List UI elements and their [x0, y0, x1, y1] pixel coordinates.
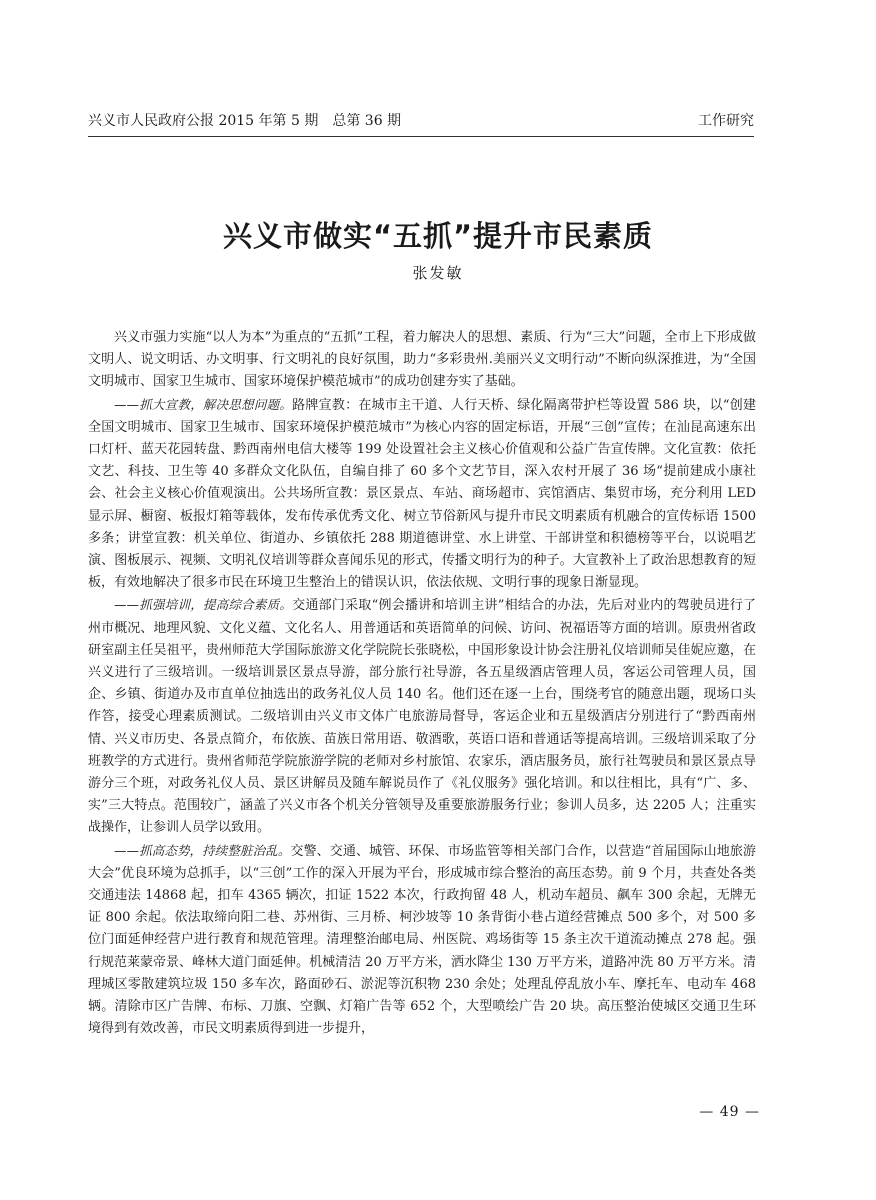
paragraph-lead: ——抓高态势，持续整脏治乱。	[114, 842, 291, 858]
page-header	[88, 108, 754, 137]
section-label: 工作研究	[698, 113, 754, 129]
paragraph-lead: ——抓大宣教，解决思想问题。	[114, 396, 293, 412]
paragraph-text: 交警、交通、城管、环保、市场监管等相关部门合作，以营造“首届国际山地旅游大会”优良环境为总抓手，以“三创”工作的深入开展为平台，形成城市综合整治的高压态势。前 9 个月，共查处各类交通违法 14868 起，扣车 4365 辆次，扣证 1522 本次，行政拘留 48 人，机动车超员、飙车 300 余起，无牌无证 800 余起。依法取缔向阳二巷、苏州街、三月桥、柯沙坡等 10 条背街小巷占道经营摊点 500 多个，对 500 多位门面延伸经营户进行教育和规范管理。清理整治邮电局、州医院、鸡场街等 15 条主次干道流动摊点 278 起。强行规范莱蒙帝景、峰林大道门面延伸。机械清洁 20 万平方米，洒水降尘 130 万平方米，道路冲洗 80 万平方米。清理城区零散建筑垃圾 150 多车次，路面砂石、淤泥等沉积物 230 余处；处理乱停乱放小车、摩托车、电动车 468 辆。清除市区广告牌、布标、刀旗、空飘、灯箱广告等 652 个，大型喷绘广告 20 块。高压整治使城区交通卫生环境得到有效改善，市民文明素质得到进一步提升，	[88, 843, 756, 1037]
paragraph-rectification	[88, 840, 756, 1041]
paragraph-lead: ——抓强培训，提高综合素质。	[114, 597, 293, 613]
article-author: 张发敏	[412, 264, 464, 282]
journal-issue-info: 兴义市人民政府公报 2015 年第 5 期 总第 36 期	[88, 113, 402, 129]
paragraph-intro	[88, 326, 756, 394]
paragraph-publicity	[88, 394, 756, 595]
article-title: 兴义市做实“五抓”提升市民素质	[222, 219, 654, 253]
paragraph-training	[88, 594, 756, 839]
article-body	[88, 326, 756, 1041]
paragraph-text: 兴义市强力实施“以人为本”为重点的“五抓”工程，着力解决人的思想、素质、行为“三大”问题，全市上下形成做文明人、说文明话、办文明事、行文明礼的良好氛围，助力“多彩贵州.美丽兴义文明行动”不断向纵深推进，为“全国文明城市、国家卫生城市、国家环境保护模范城市”的成功创建夯实了基础。	[88, 330, 756, 390]
paragraph-text: 路牌宣教：在城市主干道、人行天桥、绿化隔离带护栏等设置 586 块，以“创建全国文明城市、国家卫生城市、国家环境保护模范城市”为核心内容的固定标语，开展“三创”宣传；在汕昆高速东出口灯杆、蓝天花园转盘、黔西南州电信大楼等 199 处设置社会主义核心价值观和公益广告宣传牌。文化宣教：依托文艺、科技、卫生等 40 多群众文化队伍，自编自排了 60 多个文艺节目，深入农村开展了 36 场“提前建成小康社会、社会主义核心价值观演出。公共场所宣教：景区景点、车站、商场超市、宾馆酒店、集贸市场，充分利用 LED 显示屏、橱窗、板报灯箱等载体，发布传承优秀文化、树立节俗新风与提升市民文明素质有机融合的宣传标语 1500 多条；讲堂宣教：机关单位、街道办、乡镇依托 288 期道德讲堂、水上讲堂、干部讲堂和积德榜等平台，以说唱艺演、图板展示、视频、文明礼仪培训等群众喜闻乐见的形式，传播文明行为的种子。大宣教补上了政治思想教育的短板，有效地解决了很多市民在环境卫生整治上的错误认识，依法依规、文明行事的现象日渐显现。	[88, 397, 756, 591]
paragraph-text: 交通部门采取“例会播讲和培训主讲”相结合的办法，先后对业内的驾驶员进行了州市概况、地理风貌、文化义蕴、文化名人、用普通话和英语简单的问候、访问、祝福语等方面的培训。原贵州省政研室副主任吴祖平，贵州师范大学国际旅游文化学院院长张晓松，中国形象设计协会注册礼仪培训师吴佳妮应邀，在兴义进行了三级培训。一级培训景区景点导游，部分旅行社导游，各五星级酒店管理人员，客运公司管理人员，国企、乡镇、街道办及市直单位抽选出的政务礼仪人员 140 名。他们还在逐一上台，围绕考官的随意出题，现场口头作答，接受心理素质测试。二级培训由兴义市文体广电旅游局督导，客运企业和五星级酒店分别进行了“黔西南州情、兴义市历史、各景点简介，布依族、苗族日常用语、敬酒歌，英语口语和普通话等提高培训。三级培训采取了分班教学的方式进行。贵州省师范学院旅游学院的老师对乡村旅馆、农家乐，酒店服务员，旅行社驾驶员和景区景点导游分三个班，对政务礼仪人员、景区讲解员及随车解说员作了《礼仪服务》强化培训。和以往相比，具有“广、多、实”三大特点。范围较广，涵盖了兴义市各个机关分管领导及重要旅游服务行业；参训人员多，达 2205 人；注重实战操作，让参训人员学以致用。	[88, 598, 756, 836]
page-number: — 49 —	[699, 1104, 760, 1120]
